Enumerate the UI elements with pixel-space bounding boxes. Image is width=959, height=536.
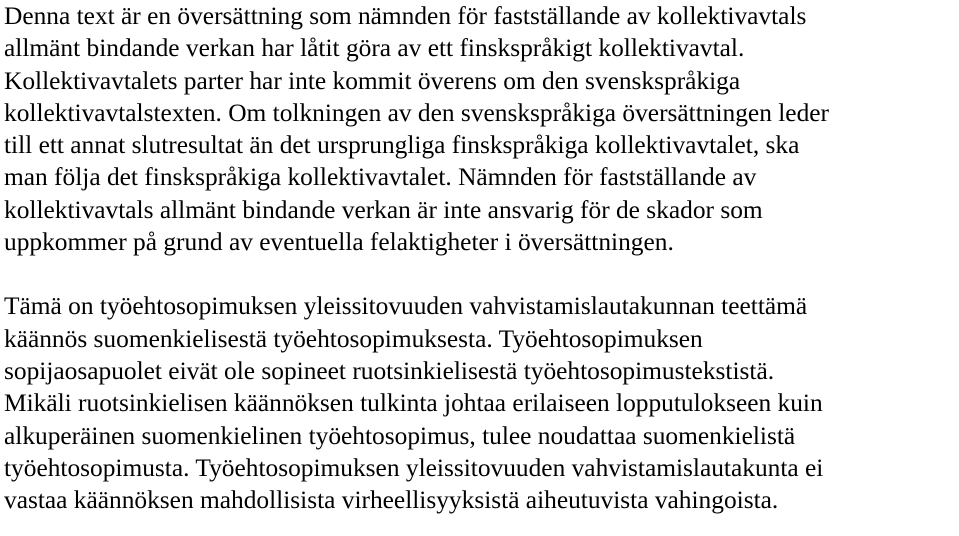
text-line: Mikäli ruotsinkielisen käännöksen tulkinta johtaa erilaiseen lopputulokseen kuin — [4, 389, 823, 418]
text-line: kollektivavtals allmänt bindande verkan är inte ansvarig för de skador som — [4, 195, 763, 224]
document-page — [4, 0, 959, 536]
text-line: alkuperäinen suomenkielinen työehtosopimus, tulee noudattaa suomenkielistä — [4, 421, 796, 450]
text-line: man följa det finskspråkiga kollektivavtalet. Nämnden för fastställande av — [4, 163, 757, 192]
text-line: käännös suomenkielisestä työehtosopimuksesta. Työehtosopimuksen — [4, 324, 703, 353]
text-line: Tämä on työehtosopimuksen yleissitovuuden vahvistamislautakunnan teettämä — [4, 292, 808, 321]
text-line: till ett annat slutresultat än det ursprungliga finskspråkiga kollektivavtalet, ska — [4, 131, 800, 160]
text-line: kollektivavtalstexten. Om tolkningen av den svenskspråkiga översättningen leder — [4, 98, 829, 127]
paragraph-finnish-disclaimer — [4, 290, 959, 516]
paragraph-swedish-disclaimer — [4, 0, 959, 258]
paragraph-spacer — [4, 258, 959, 290]
text-line: allmänt bindande verkan har låtit göra av ett finskspråkigt kollektivavtal. — [4, 34, 745, 63]
text-line: työehtosopimusta. Työehtosopimuksen yleissitovuuden vahvistamislautakunta ei — [4, 453, 824, 482]
text-line: Denna text är en översättning som nämnden för fastställande av kollektivavtals — [4, 2, 807, 30]
text-line: uppkommer på grund av eventuella felaktigheter i översättningen. — [4, 228, 674, 257]
text-line: vastaa käännöksen mahdollisista virheellisyyksistä aiheutuvista vahingoista. — [4, 486, 779, 515]
text-line: sopijaosapuolet eivät ole sopineet ruotsinkielisestä työehtosopimustekstistä. — [4, 356, 775, 385]
text-line: Kollektivavtalets parter har inte kommit överens om den svenskspråkiga — [4, 66, 741, 95]
